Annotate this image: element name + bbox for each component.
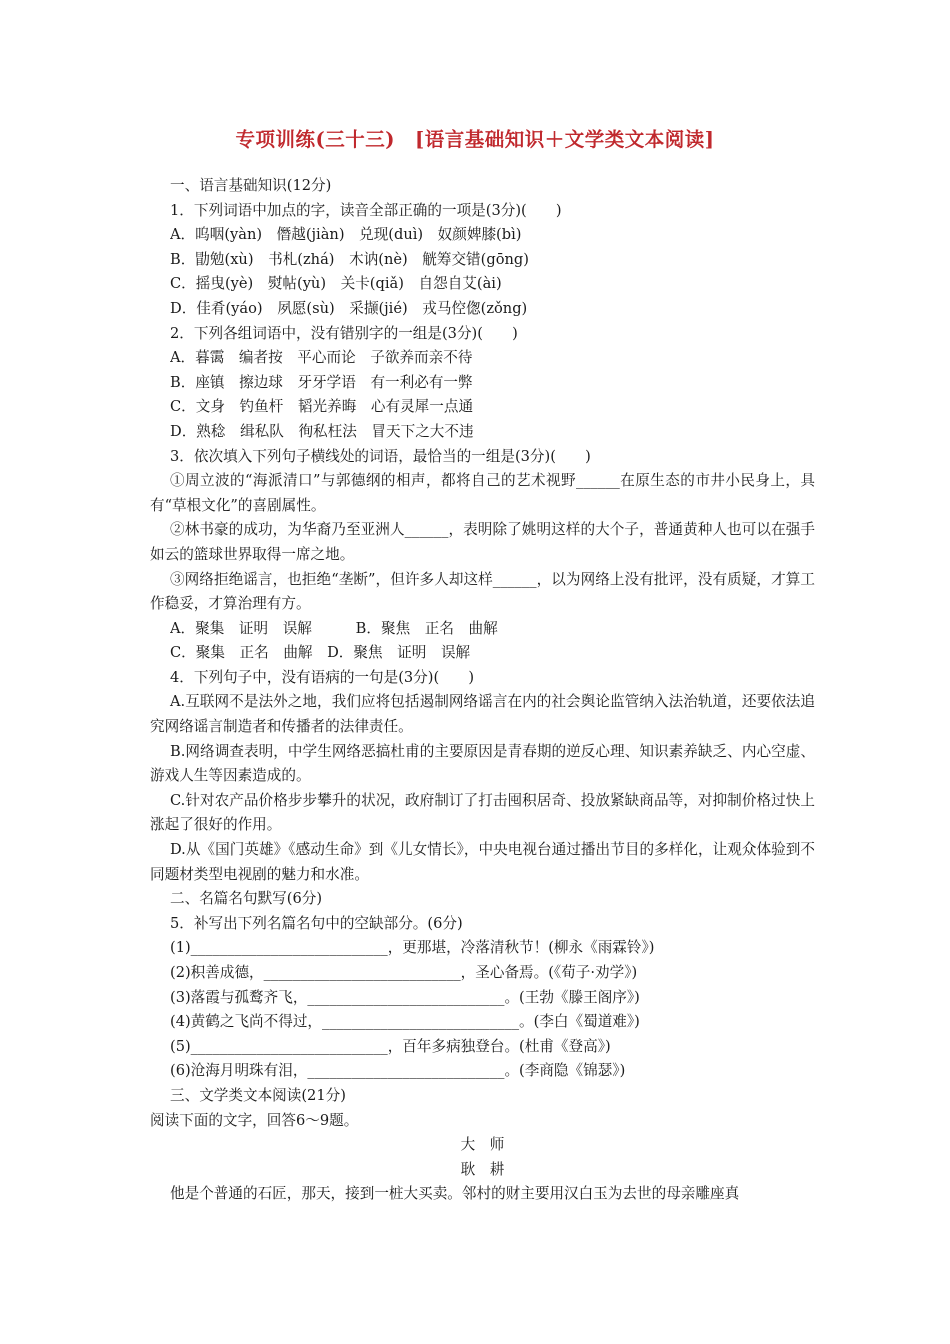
recitation-item-2: (2)积善成德，___________________________，圣心备焉。(《荀子·劝学》) — [170, 964, 638, 981]
option-b: B.网络调查表明，中学生网络恶搞杜甫的主要原因是青春期的逆反心理、知识素养缺乏、内心空虚、游戏人生等因素造成的。 — [150, 742, 815, 785]
story-title: 大 师 — [460, 1136, 505, 1154]
option-c: C.针对农产品价格步步攀升的状况，政府制订了打击囤积居奇、投放紧缺商品等，对抑制价格过快上涨起了很好的作用。 — [150, 791, 815, 834]
story-paragraph: 他是个普通的石匠，那天，接到一桩大买卖。邻村的财主要用汉白玉为去世的母亲雕座真 — [170, 1185, 740, 1203]
section-heading: 一、语言基础知识(12分) — [170, 177, 332, 194]
document-body — [150, 174, 815, 1207]
question-stem: 1．下列词语中加点的字，读音全部正确的一项是(3分)( ) — [170, 201, 562, 219]
option-d: D.从《国门英雄》《感动生命》到《儿女情长》，中央电视台通过播出节目的多样化，让观众体验到不同题材类型电视剧的魅力和水准。 — [150, 841, 815, 883]
option-a: A．暮霭 编者按 平心而论 子欲养而亲不待 — [170, 349, 473, 367]
reading-intro: 阅读下面的文字，回答6～9题。 — [150, 1111, 359, 1129]
recitation-item-3: (3)落霞与孤鹜齐飞，___________________________。(王勃《滕王阁序》) — [170, 988, 640, 1006]
section-heading: 二、名篇名句默写(6分) — [170, 890, 323, 908]
question-stem: 3．依次填入下列句子横线处的词语，最恰当的一组是(3分)( ) — [170, 447, 591, 465]
options-ab: A．聚集 证明 误解 B．聚焦 正名 曲解 — [170, 619, 498, 637]
sentence-1: ①周立波的“海派清口”与郭德纲的相声，都将自己的艺术视野______在原生态的市井小民身上，具有“草根文化”的喜剧属性。 — [150, 472, 815, 514]
page-title: 专项训练(三十三) [语言基础知识＋文学类文本阅读] — [235, 128, 715, 151]
option-c: C．摇曳(yè) 熨帖(yù) 关卡(qiǎ) 自怨自艾(ài) — [170, 275, 502, 293]
option-a: A.互联网不是法外之地，我们应将包括遏制网络谣言在内的社会舆论监管纳入法治轨道，还要依法追究网络谣言制造者和传播者的法律责任。 — [150, 693, 815, 736]
recitation-item-5: (5)___________________________，百年多病独登台。(杜甫《登高》) — [170, 1037, 611, 1055]
story-author: 耿 耕 — [460, 1160, 505, 1178]
option-c: C．文身 钓鱼杆 韬光养晦 心有灵犀一点通 — [170, 398, 474, 416]
option-d: D．熟稔 缉私队 徇私枉法 冒天下之大不违 — [170, 422, 474, 440]
recitation-item-1: (1)___________________________，更那堪，冷落清秋节！(柳永《雨霖铃》) — [170, 939, 655, 957]
options-cd: C．聚集 正名 曲解 D．聚焦 证明 误解 — [170, 644, 471, 662]
recitation-item-6: (6)沧海月明珠有泪，___________________________。(李商隐《锦瑟》) — [170, 1062, 626, 1080]
sentence-3: ③网络拒绝谣言，也拒绝“垄断”，但许多人却这样______，以为网络上没有批评，没有质疑，才算工作稳妥，才算治理有方。 — [150, 570, 815, 613]
recitation-item-4: (4)黄鹤之飞尚不得过，___________________________。(李白《蜀道难》) — [170, 1013, 640, 1031]
question-stem: 4．下列句子中，没有语病的一句是(3分)( ) — [170, 668, 475, 686]
option-d: D．佳肴(yáo) 夙愿(sù) 采撷(jié) 戎马倥偬(zǒng) — [170, 299, 528, 317]
section-heading: 三、文学类文本阅读(21分) — [170, 1086, 346, 1104]
question-stem: 5．补写出下列名篇名句中的空缺部分。(6分) — [170, 914, 463, 932]
option-b: B．座镇 擦边球 牙牙学语 有一利必有一弊 — [170, 373, 473, 391]
option-a: A．呜咽(yàn) 僭越(jiàn) 兑现(duì) 奴颜婢膝(bì) — [170, 226, 522, 244]
option-b: B．勖勉(xù) 书札(zhá) 木讷(nè) 觥筹交错(gōng) — [170, 250, 529, 268]
sentence-2: ②林书豪的成功，为华裔乃至亚洲人______，表明除了姚明这样的大个子，普通黄种人也可以在强手如云的篮球世界取得一席之地。 — [150, 521, 815, 563]
question-stem: 2．下列各组词语中，没有错别字的一组是(3分)( ) — [170, 324, 518, 342]
